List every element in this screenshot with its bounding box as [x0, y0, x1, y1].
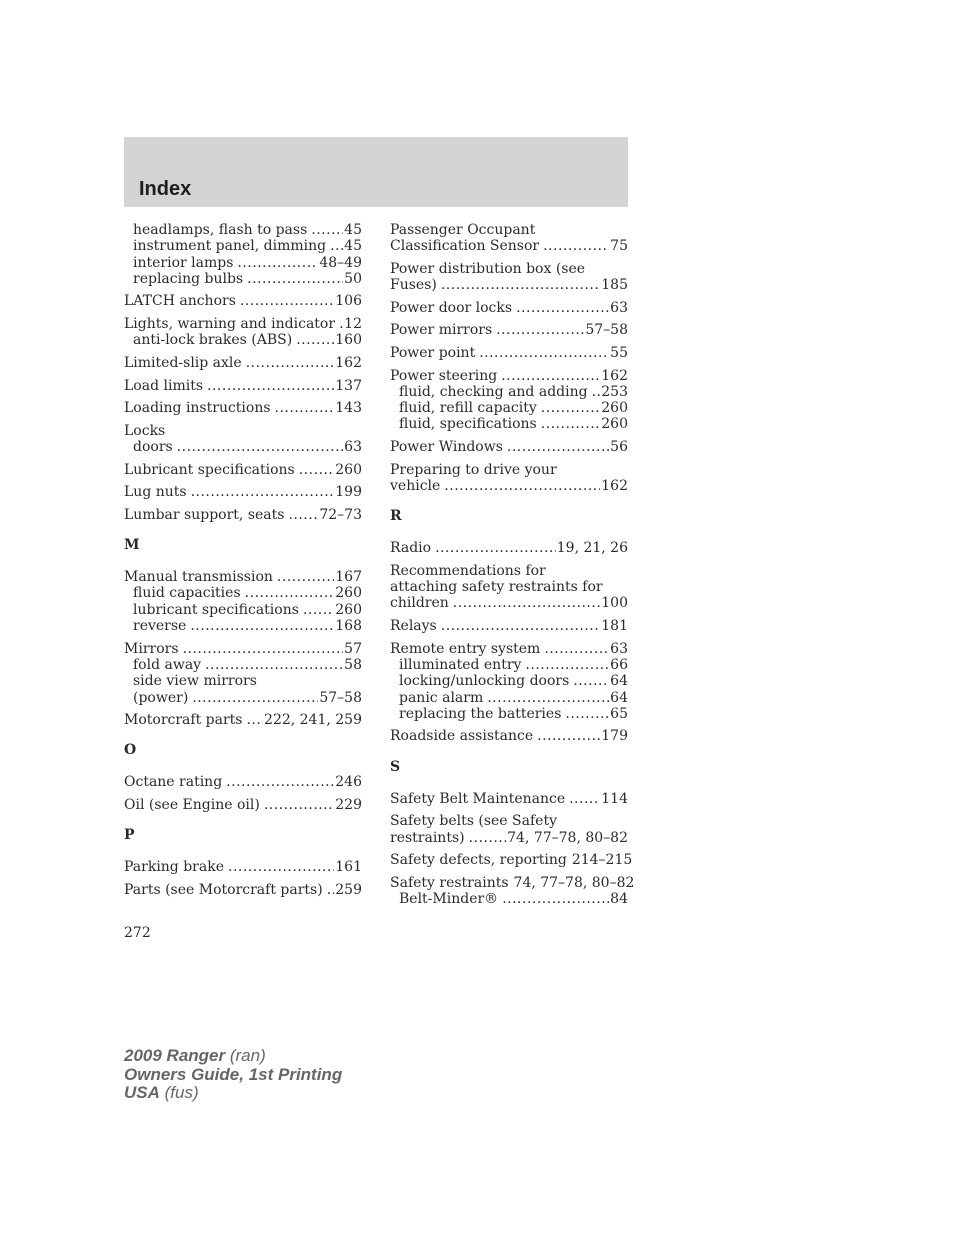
index-subentry	[390, 673, 628, 689]
index-term: Motorcraft parts	[124, 712, 243, 729]
index-page-ref: 19, 21, 26	[556, 540, 628, 557]
index-entry	[124, 774, 362, 790]
index-page-ref: 66	[610, 656, 628, 673]
dot-leader	[228, 859, 334, 875]
index-page-ref: 260	[601, 416, 628, 433]
dot-leader	[327, 882, 335, 898]
dot-leader	[296, 332, 334, 348]
index-entry-line	[124, 641, 362, 657]
index-letter-heading: P	[124, 827, 135, 844]
index-page-ref: 199	[335, 484, 362, 501]
index-entry-line	[390, 368, 628, 384]
index-entry-line	[390, 641, 628, 657]
index-page-ref: 55	[610, 344, 628, 361]
dot-leader	[507, 439, 609, 455]
index-page-ref: 57–58	[585, 322, 628, 339]
index-entry-line	[124, 378, 362, 394]
index-entry	[124, 882, 362, 898]
index-page-ref: 143	[335, 400, 362, 417]
index-term: Octane rating	[124, 774, 223, 791]
index-term: replacing the batteries	[399, 705, 562, 722]
index-page-ref: 181	[601, 618, 628, 635]
index-subentry	[124, 602, 362, 618]
index-page-ref: 50	[344, 270, 362, 287]
index-term: fluid capacities	[133, 585, 241, 602]
index-entry-line	[124, 484, 362, 500]
index-entry-line	[390, 300, 628, 316]
dot-leader	[479, 345, 609, 361]
index-page-ref: 162	[601, 477, 628, 494]
footer-line-3: USA (fus)	[124, 1083, 199, 1102]
footer-line-1: 2009 Ranger (ran)	[124, 1046, 266, 1065]
dot-leader	[192, 690, 318, 706]
index-page-ref: 45	[344, 238, 362, 255]
index-term: Loading instructions	[124, 400, 271, 417]
dot-leader	[487, 690, 609, 706]
index-term: Manual transmission	[124, 569, 273, 586]
index-entry	[124, 797, 362, 813]
index-page-ref: 114	[601, 790, 628, 807]
index-term: vehicle	[390, 477, 441, 494]
index-term: instrument panel, dimming	[133, 238, 327, 255]
index-page-ref: 246	[335, 774, 362, 791]
index-entry	[124, 355, 362, 371]
index-entry	[390, 540, 628, 556]
index-entry-line	[390, 852, 633, 869]
dot-leader	[288, 507, 318, 523]
index-term: locking/unlocking doors	[399, 673, 570, 690]
dot-leader	[444, 478, 600, 494]
index-entry	[390, 462, 628, 495]
index-term: replacing bulbs	[133, 270, 244, 287]
index-term: Safety restraints	[390, 874, 509, 891]
index-entry	[390, 300, 628, 316]
dot-leader	[237, 255, 318, 271]
index-term: Limited-slip axle	[124, 354, 242, 371]
index-term: Mirrors	[124, 640, 179, 657]
section-header	[124, 137, 628, 207]
index-page-ref: 65	[610, 705, 628, 722]
index-term: Lug nuts	[124, 484, 187, 501]
index-page-ref: 160	[335, 332, 362, 349]
index-entry	[390, 563, 628, 612]
index-entry	[390, 261, 628, 294]
index-entry	[390, 641, 628, 722]
index-term: Power distribution box (see	[390, 260, 586, 277]
index-term: attaching safety restraints for	[390, 579, 603, 596]
dot-leader	[453, 595, 600, 611]
index-subentry	[124, 222, 362, 238]
index-page-ref: 168	[335, 618, 362, 635]
index-entry	[124, 222, 362, 287]
index-page-ref: 179	[601, 728, 628, 745]
dot-leader	[191, 484, 335, 500]
index-entry-line	[390, 728, 628, 744]
dot-leader	[246, 355, 335, 371]
index-entry	[124, 712, 362, 728]
index-entry	[124, 569, 362, 634]
index-term: Relays	[390, 618, 437, 635]
page-number: 272	[124, 925, 151, 941]
dot-leader	[543, 238, 609, 254]
index-page-ref: 48–49	[319, 254, 362, 271]
index-term: headlamps, flash to pass	[133, 222, 308, 238]
dot-leader	[226, 774, 334, 790]
index-entry-line	[124, 355, 362, 371]
index-subentry	[124, 585, 362, 601]
index-letter-heading: M	[124, 537, 140, 554]
dot-leader	[246, 712, 263, 728]
index-page-ref: 75	[610, 238, 628, 255]
index-subentry	[124, 238, 362, 254]
dot-leader	[525, 657, 609, 673]
index-entry	[390, 439, 628, 455]
index-entry-line	[390, 462, 628, 478]
index-subentry	[124, 618, 362, 634]
index-entry	[390, 222, 628, 255]
index-term: fluid, checking and adding	[399, 383, 588, 400]
index-page-ref: 161	[335, 859, 362, 876]
index-term: Power point	[390, 344, 476, 361]
index-entry	[390, 813, 628, 846]
index-column-left	[124, 222, 362, 904]
index-page-ref: 260	[335, 461, 362, 478]
dot-leader	[330, 238, 343, 254]
index-page-ref: 84	[610, 891, 628, 908]
index-term: illuminated entry	[399, 656, 522, 673]
dot-leader	[544, 641, 609, 657]
index-page-ref: 12	[344, 316, 362, 333]
dot-leader	[541, 416, 601, 432]
index-entry	[124, 462, 362, 478]
dot-leader	[247, 271, 343, 287]
index-entry	[390, 368, 628, 433]
index-entry-line	[390, 563, 628, 579]
index-page-ref: 56	[610, 439, 628, 456]
index-term: fluid, specifications	[399, 416, 537, 433]
dot-leader	[177, 439, 343, 455]
index-entry	[124, 400, 362, 416]
index-entry-line	[390, 345, 628, 361]
index-entry-line	[390, 322, 628, 338]
index-term: Preparing to drive your	[390, 461, 557, 478]
index-entry-line	[124, 797, 362, 813]
dot-leader	[573, 673, 609, 689]
index-column-right	[390, 222, 635, 914]
index-entry-line	[390, 478, 628, 494]
index-entry	[124, 378, 362, 394]
dot-leader	[496, 322, 584, 338]
page-title: Index	[139, 178, 192, 200]
dot-leader	[183, 641, 344, 657]
index-page-ref: 260	[601, 400, 628, 417]
dot-leader	[501, 368, 600, 384]
dot-leader	[441, 277, 600, 293]
index-page-ref: 259	[335, 881, 362, 898]
index-entry-line	[124, 293, 362, 309]
index-term: Belt-Minder®	[399, 891, 499, 908]
index-entry	[390, 728, 628, 744]
index-entry	[390, 874, 635, 908]
dot-leader	[502, 891, 609, 907]
index-entry-line	[390, 540, 628, 556]
dot-leader	[435, 540, 556, 556]
index-entry	[124, 423, 362, 456]
index-page-ref: 162	[601, 367, 628, 384]
index-term: Power door locks	[390, 299, 513, 316]
index-page-ref: 64	[610, 673, 628, 690]
index-entry-line	[390, 813, 628, 829]
index-subentry	[124, 332, 362, 348]
index-term: Recommendations for	[390, 562, 546, 579]
index-subentry	[390, 657, 628, 673]
dot-leader	[441, 618, 601, 634]
index-page-ref: 57	[344, 640, 362, 657]
index-term: Safety Belt Maintenance	[390, 790, 566, 807]
index-term: (power)	[133, 689, 189, 706]
index-term: side view mirrors	[133, 673, 257, 690]
index-term: anti-lock brakes (ABS)	[133, 332, 293, 349]
index-page-ref: 162	[335, 354, 362, 371]
index-page-ref: 74, 77–78, 80–82	[513, 874, 635, 891]
dot-leader	[541, 400, 601, 416]
index-term: Power Windows	[390, 439, 503, 456]
index-entry	[124, 859, 362, 875]
index-term: Remote entry system	[390, 640, 541, 657]
index-term: Radio	[390, 540, 432, 557]
index-term: fold away	[133, 656, 202, 673]
dot-leader	[303, 602, 334, 618]
index-page-ref: 167	[335, 569, 362, 586]
index-term: panic alarm	[399, 689, 484, 706]
index-term: Lights, warning and indicator	[124, 316, 336, 333]
index-entry-line	[390, 874, 635, 891]
index-page-ref: 222, 241, 259	[264, 712, 362, 729]
index-term: lubricant specifications	[133, 601, 299, 618]
index-term: fluid, refill capacity	[399, 400, 537, 417]
index-term: children	[390, 595, 449, 612]
index-term: Passenger Occupant	[390, 222, 536, 238]
index-term: Locks	[124, 422, 166, 439]
footer-imprint	[124, 1047, 342, 1103]
index-subentry	[124, 690, 362, 706]
index-term: reverse	[133, 618, 187, 635]
index-entry-line	[124, 400, 362, 416]
index-entry-line	[124, 423, 362, 439]
index-subentry	[390, 400, 628, 416]
index-letter-heading: O	[124, 742, 137, 759]
index-subentry	[124, 439, 362, 455]
dot-leader	[207, 378, 334, 394]
index-subentry	[390, 384, 628, 400]
index-entry-line	[124, 462, 362, 478]
dot-leader	[569, 791, 600, 807]
index-subentry	[124, 271, 362, 287]
index-entry	[124, 484, 362, 500]
index-entry	[390, 618, 628, 634]
index-page-ref: 63	[610, 299, 628, 316]
index-subentry	[390, 706, 628, 722]
index-page-ref: 214–215	[571, 852, 633, 869]
index-subentry	[390, 891, 628, 907]
index-term: Lubricant specifications	[124, 461, 295, 478]
index-entry-line	[390, 261, 628, 277]
index-term: Parts (see Motorcraft parts)	[124, 881, 323, 898]
index-term: Fuses)	[390, 277, 437, 294]
index-page-ref: 64	[610, 689, 628, 706]
index-entry	[390, 322, 628, 338]
index-term: doors	[133, 439, 173, 456]
index-page-ref: 260	[335, 585, 362, 602]
index-term: interior lamps	[133, 254, 234, 271]
dot-leader	[565, 706, 609, 722]
index-page-ref: 185	[601, 277, 628, 294]
index-term: Load limits	[124, 377, 204, 394]
index-entry-line	[390, 222, 628, 238]
dot-leader	[275, 400, 335, 416]
index-entry	[124, 316, 362, 349]
dot-leader	[277, 569, 334, 585]
index-entry	[124, 507, 362, 523]
index-term: Roadside assistance	[390, 728, 534, 745]
index-entry-line	[390, 439, 628, 455]
index-subentry	[390, 416, 628, 432]
index-term: Classification Sensor	[390, 238, 540, 255]
index-term: Power mirrors	[390, 322, 493, 339]
index-term: Lumbar support, seats	[124, 506, 285, 523]
index-page-ref: 58	[344, 656, 362, 673]
index-page-ref: 72–73	[319, 506, 362, 523]
index-subentry	[124, 657, 362, 673]
dot-leader	[537, 728, 600, 744]
index-entry-line	[390, 238, 628, 254]
footer-line-2: Owners Guide, 1st Printing	[124, 1064, 343, 1084]
index-page-ref: 74, 77–78, 80–82	[507, 829, 628, 846]
index-entry-line	[124, 774, 362, 790]
index-term: Safety defects, reporting	[390, 852, 567, 869]
index-page-ref: 63	[610, 640, 628, 657]
dot-leader	[245, 585, 335, 601]
index-entry-line	[124, 859, 362, 875]
dot-leader	[469, 830, 507, 846]
index-letter-heading: S	[390, 758, 401, 775]
index-subentry	[124, 255, 362, 271]
dot-leader	[299, 462, 335, 478]
index-entry	[124, 293, 362, 309]
index-page-ref: 260	[335, 601, 362, 618]
index-term: LATCH anchors	[124, 293, 236, 310]
index-entry-line	[124, 569, 362, 585]
dot-leader	[592, 384, 601, 400]
index-subentry	[390, 690, 628, 706]
index-term: Parking brake	[124, 859, 224, 876]
index-entry	[390, 791, 628, 807]
dot-leader	[339, 316, 343, 332]
index-page-ref: 45	[344, 222, 362, 238]
index-entry	[124, 641, 362, 706]
index-page-ref: 253	[601, 383, 628, 400]
index-entry	[390, 345, 628, 361]
dot-leader	[240, 293, 334, 309]
index-entry-line	[124, 316, 362, 332]
index-subentry	[124, 673, 362, 689]
index-entry	[390, 852, 633, 869]
index-letter-heading: R	[390, 508, 402, 525]
index-term: Power steering	[390, 367, 498, 384]
index-entry-line	[390, 277, 628, 293]
index-entry-line	[390, 579, 628, 595]
index-page-ref: 63	[344, 439, 362, 456]
index-term: Safety belts (see Safety	[390, 813, 557, 830]
dot-leader	[516, 300, 609, 316]
index-entry-line	[124, 712, 362, 728]
index-entry-line	[390, 791, 628, 807]
index-page-ref: 137	[335, 377, 362, 394]
index-entry-line	[390, 595, 628, 611]
index-page-ref: 57–58	[319, 689, 362, 706]
index-term: Oil (see Engine oil)	[124, 796, 260, 813]
index-entry-line	[124, 507, 362, 523]
dot-leader	[205, 657, 343, 673]
dot-leader	[264, 797, 334, 813]
dot-leader	[190, 618, 334, 634]
index-entry-line	[390, 618, 628, 634]
index-term: restraints)	[390, 829, 465, 846]
index-entry-line	[124, 882, 362, 898]
index-page-ref: 100	[601, 595, 628, 612]
index-page-ref: 106	[335, 293, 362, 310]
index-entry-line	[390, 830, 628, 846]
dot-leader	[311, 222, 343, 238]
index-page-ref: 229	[335, 796, 362, 813]
